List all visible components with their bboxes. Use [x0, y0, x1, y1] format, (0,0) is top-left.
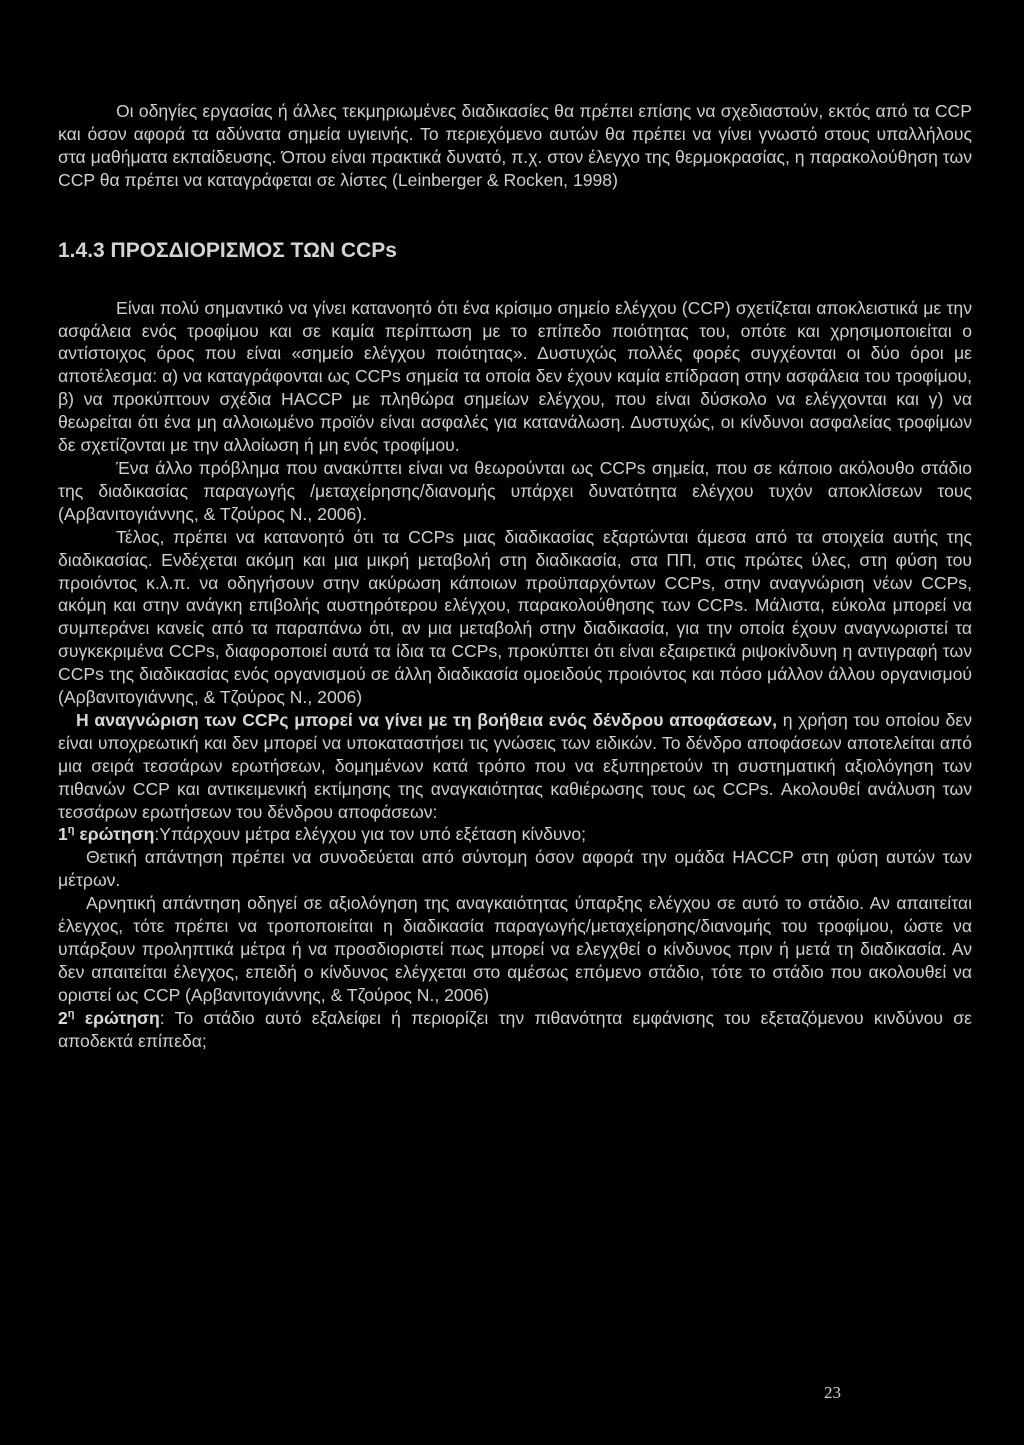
question-1-positive-answer: Θετική απάντηση πρέπει να συνοδεύεται από σύντομη όσον αφορά την ομάδα HACCP στη φύση αυτών των μέτρων.	[58, 847, 972, 891]
intro-paragraph: Οι οδηγίες εργασίας ή άλλες τεκμηριωμένες διαδικασίες θα πρέπει επίσης να σχεδιαστούν, εκτός από τα CCP και όσον αφορά τα αδύνατα σημεία υγιεινής. Το περιεχόμενο αυτών θα πρέπει να γίνει γνωστό στους υπαλλήλους στα μαθήματα εκπαίδευσης. Όπου είναι πρακτικά δυνατό, π.χ. στον έλεγχο της θερμοκρασίας, η παρακολούθηση των CCP θα πρέπει να καταγράφεται σε λίστες (Leinberger & Rocken, 1998)	[58, 101, 972, 190]
question-1-text: :Υπάρχουν μέτρα ελέγχου για τον υπό εξέταση κίνδυνο;	[154, 824, 587, 845]
section-heading: 1.4.3 ΠΡΟΣΔΙΟΡΙΣΜΟΣ ΤΩΝ CCPs	[58, 238, 397, 262]
paragraph-other-problem: Ένα άλλο πρόβλημα που ανακύπτει είναι να θεωρούνται ως CCPs σημεία, που σε κάποιο ακόλουθο στάδιο της διαδικασίας παραγωγής /μεταχείρησης/διανομής υπάρχει δυνατότητα ελέγχου τυχόν αποκλίσεων τους (Αρβανιτογιάννης, & Τζούρος Ν., 2006).	[58, 457, 972, 524]
paragraph-process-dependency: Τέλος, πρέπει να κατανοητό ότι τα CCPs μιας διαδικασίας εξαρτώνται άμεσα από τα στοιχεία αυτής της διαδικασίας. Ενδέχεται ακόμη και μια μικρή μεταβολή στη διαδικασία, στα ΠΠ, στις πρώτες ύλες, στη φύση του προιόντος κ.λ.π. να οδηγήσουν στην ακύρωση κάποιων προϋπαρχόντων CCPs, στην αναγνώριση νέων CCPs, ακόμη και στην ανάγκη επιβολής αυστηρότερου ελέγχου, παρακολούθησης των CCPs. Μάλιστα, εύκολα μπορεί να συμπεράνει κανείς από τα παραπάνω ότι, αν μια μεταβολή στην διαδικασία, για την οποία έχουν αναγνωριστεί τα συγκεκριμένα CCPs, διαφοροποιεί αυτά τα ίδια τα CCPs, προκύπτει ότι είναι εξαιρετικά ριψοκίνδυνη η αντιγραφή των CCPs της διαδικασίας ενός οργανισμού σε άλλη διαδικασία ομοειδούς προιόντος και πόσο μάλλον άλλου οργανισμού (Αρβανιτογιάννης, & Τζούρος Ν., 2006)	[58, 526, 972, 708]
question-1	[58, 823, 972, 846]
question-2-label: ερώτηση	[74, 1007, 160, 1028]
paragraph-decision-tree	[58, 709, 972, 824]
page-content	[58, 100, 972, 1053]
question-1-negative-answer: Αρνητική απάντηση οδηγεί σε αξιολόγηση της αναγκαιότητας ύπαρξης ελέγχου σε αυτό το στάδιο. Αν απαιτείται έλεγχος, τότε πρέπει να τροποποιείται η διαδικασία παραγωγής/μεταχείρησης/διανομής του τροφίμου, ώστε να υπάρξουν προληπτικά μέτρα ή να προσδιοριστεί πως μπορεί να ελεγχθεί ο κίνδυνος πριν ή μετά τη διαδικασία. Αν δεν απαιτείται έλεγχος, επειδή ο κίνδυνος ελέγχεται στο αμέσως επόμενο στάδιο, τότε το στάδιο που ακολουθεί να οριστεί ως CCP (Αρβανιτογιάννης, & Τζούρος Ν., 2006)	[58, 893, 972, 1005]
question-2-text: : Το στάδιο αυτό εξαλείφει ή περιορίζει την πιθανότητα εμφάνισης του εξεταζόμενου κινδύνου σε αποδεκτά επίπεδα;	[58, 1007, 972, 1051]
paragraph-ccp-definition: Είναι πολύ σημαντικό να γίνει κατανοητό ότι ένα κρίσιμο σημείο ελέγχου (CCP) σχετίζεται αποκλειστικά με την ασφάλεια ενός τροφίμου και σε καμία περίπτωση με το επίπεδο ποιότητας του, οπότε και χρησιμοποιείται ο αντίστοιχος όρος που είναι «σημείο ελέγχου ποιότητας». Δυστυχώς πολλές φορές συγχέονται οι δύο όροι με αποτέλεσμα: α) να καταγράφονται ως CCPs σημεία τα οποία δεν έχουν καμία επίδραση στην ασφάλεια του τροφίμου, β) να προκύπτουν σχέδια HACCP με πληθώρα σημείων ελέγχου, που είναι δύσκολο να ελέγχονται και γ) να θεωρείται ότι ένα μη αλλοιωμένο προϊόν είναι ασφαλές για κατανάλωση. Δυστυχώς, οι κίνδυνοι ασφαλείας τροφίμων δε σχετίζονται με την αλλοίωση ή μη ενός τροφίμου.	[58, 297, 972, 456]
question-1-label: ερώτηση	[74, 824, 155, 845]
page-number: 23	[824, 1383, 841, 1402]
decision-tree-text: η χρήση του οποίου δεν είναι υποχρεωτική και δεν μπορεί να υποκαταστήσει τις γνώσεις των ειδικών. Το δένδρο αποφάσεων αποτελείται από μια σειρά τεσσάρων ερωτήσεων, δομημένων κατά τρόπο που να εξυπηρετούν τη συστηματική αξιολόγηση των πιθανών CCP και αντικειμενική εκτίμησης της αναγκαιότητας καθιέρωσης τους ως CCPs. Ακολουθεί ανάλυση των τεσσάρων ερωτήσεων του δένδρου αποφάσεων:	[58, 709, 972, 822]
question-1-number: 1	[58, 824, 68, 845]
decision-tree-bold-lead: Η αναγνώριση των CCPς μπορεί να γίνει με τη βοήθεια ενός δένδρου αποφάσεων,	[76, 709, 777, 730]
question-2-number: 2	[58, 1007, 68, 1028]
question-1-superscript: η	[67, 824, 75, 837]
question-2	[58, 1007, 972, 1053]
question-2-superscript: η	[67, 1007, 75, 1020]
